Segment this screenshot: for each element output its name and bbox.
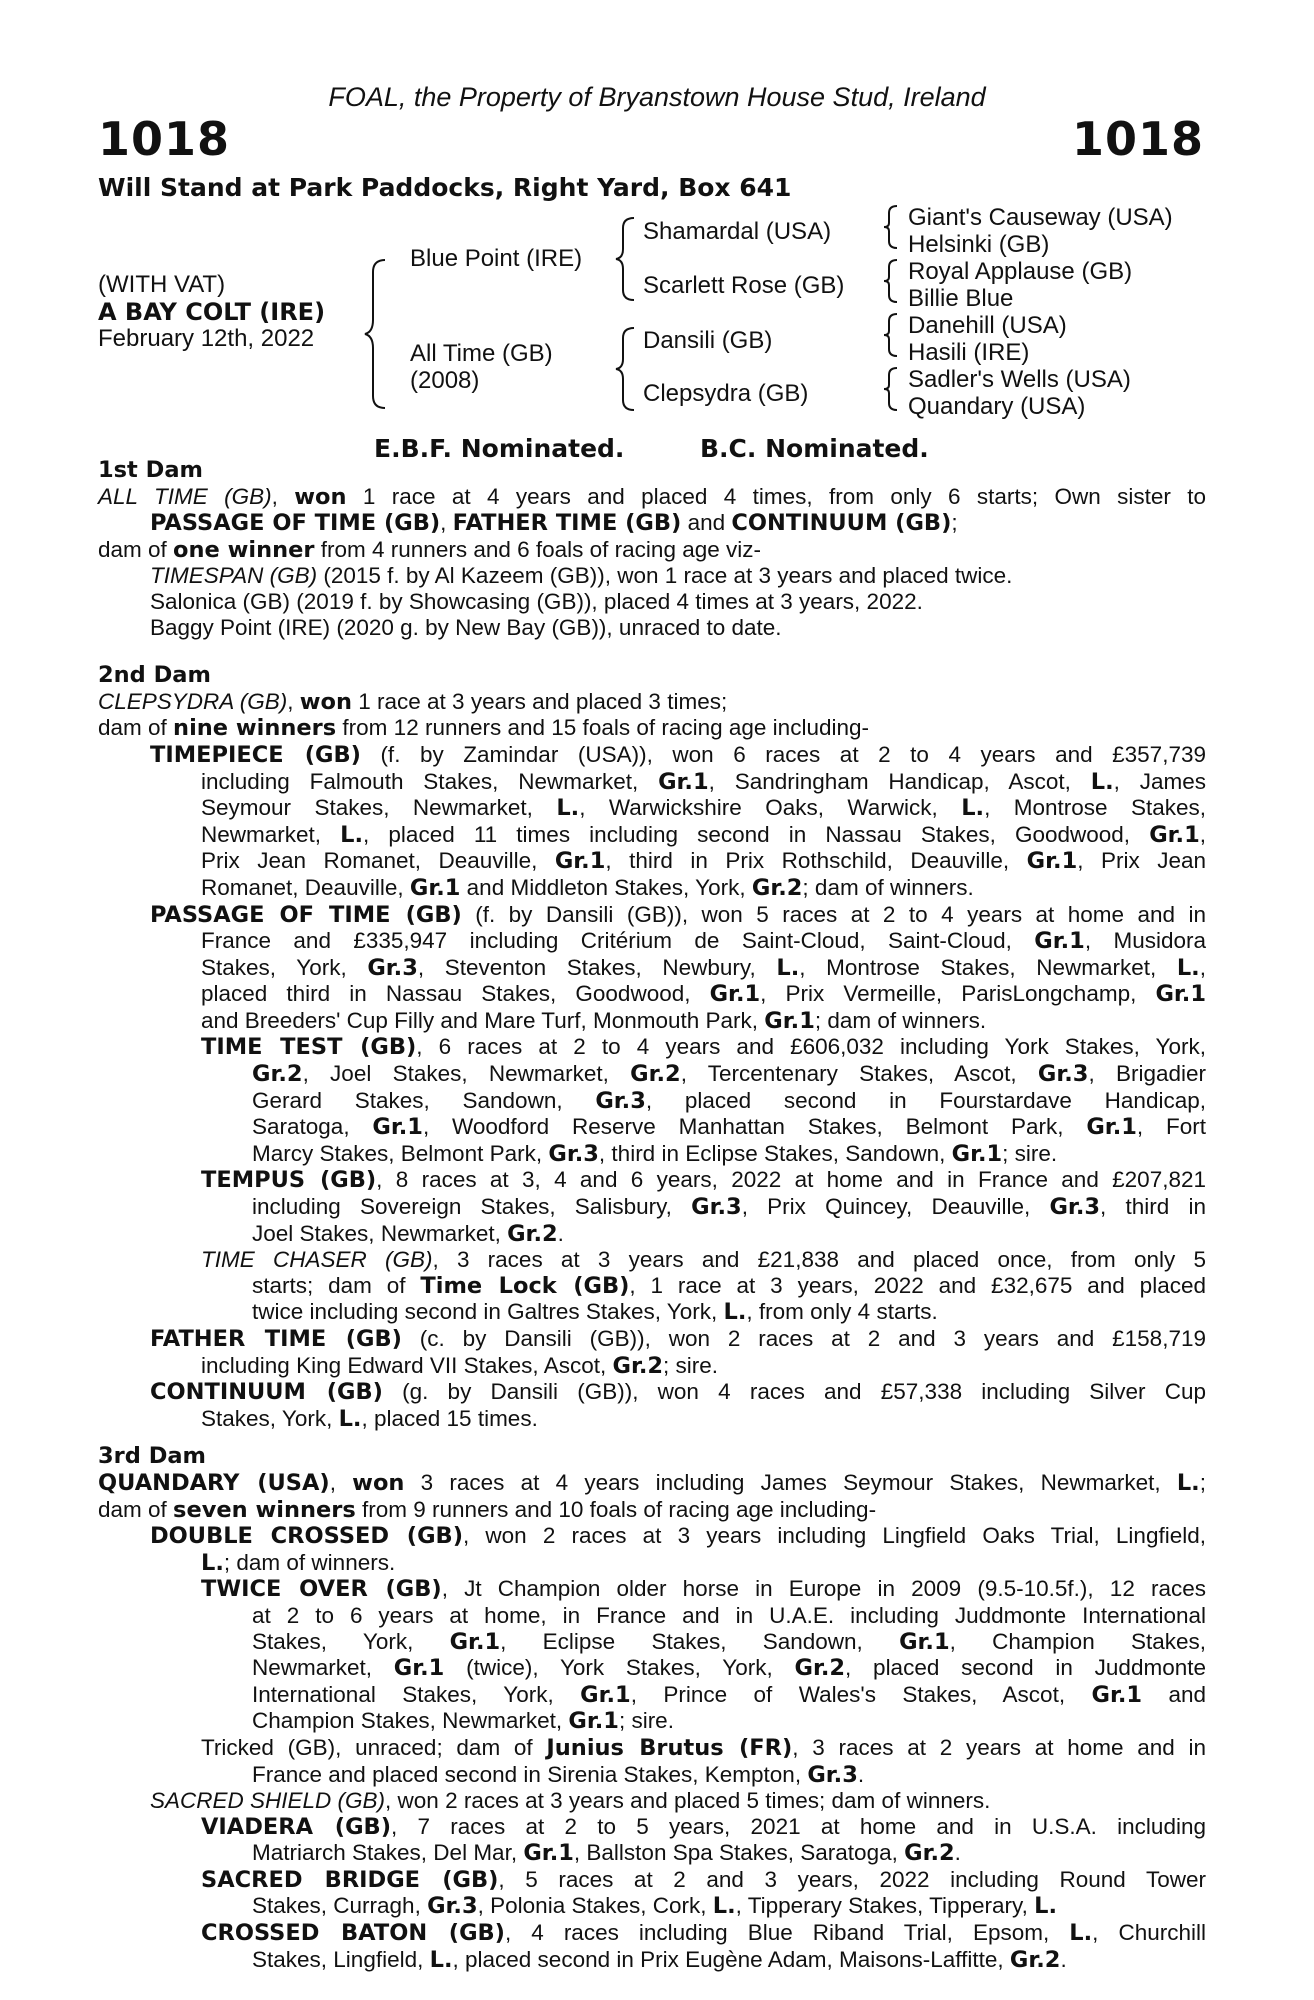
- text-line: at 2 to 6 years at home, in France and in U.A.E. including Juddmonte International: [252, 1602, 1206, 1628]
- brace-icon: [882, 258, 900, 304]
- vat-note: (WITH VAT): [98, 271, 226, 298]
- text-line: twice including second in Galtres Stakes, York, L., from only 4 starts.: [252, 1299, 938, 1326]
- text-line: L.; dam of winners.: [201, 1549, 396, 1576]
- text-line: Newmarket, L., placed 11 times including second in Nassau Stakes, Goodwood, Gr.1,: [201, 821, 1207, 848]
- text-line: Stakes, Curragh, Gr.3, Polonia Stakes, Cork, L., Tipperary Stakes, Tipperary, L.: [252, 1893, 1057, 1920]
- text-line: Seymour Stakes, Newmarket, L., Warwickshire Oaks, Warwick, L., Montrose Stakes,: [201, 795, 1206, 822]
- section-heading: 1st Dam: [98, 457, 203, 483]
- text-line: Gerard Stakes, Sandown, Gr.3, placed second in Fourstardave Handicap,: [252, 1087, 1206, 1114]
- text-line: VIADERA (GB), 7 races at 2 to 5 years, 2021 at home and in U.S.A. including: [201, 1813, 1206, 1840]
- text-line: France and £335,947 including Critérium de Saint-Cloud, Saint-Cloud, Gr.1, Musidora: [201, 928, 1206, 955]
- brace-icon: [614, 216, 638, 302]
- text-line: Tricked (GB), unraced; dam of Junius Brutus (FR), 3 races at 2 years at home and in: [201, 1734, 1206, 1761]
- grandparent-5: Danehill (USA): [908, 312, 1067, 339]
- dam: All Time (GB): [410, 340, 553, 367]
- text-line: TIMEPIECE (GB) (f. by Zamindar (USA)), won 6 races at 2 to 4 years and £357,739: [150, 741, 1206, 768]
- text-line: FATHER TIME (GB) (c. by Dansili (GB)), won 2 races at 2 and 3 years and £158,719: [150, 1326, 1206, 1352]
- text-line: Baggy Point (IRE) (2020 g. by New Bay (GB)), unraced to date.: [150, 614, 782, 640]
- text-line: including Falmouth Stakes, Newmarket, Gr.1, Sandringham Handicap, Ascot, L., James: [201, 768, 1206, 795]
- text-line: SACRED BRIDGE (GB), 5 races at 2 and 3 years, 2022 including Round Tower: [201, 1866, 1206, 1893]
- text-line: Gr.2, Joel Stakes, Newmarket, Gr.2, Tercentenary Stakes, Ascot, Gr.3, Brigadier: [252, 1061, 1206, 1088]
- text-line: dam of nine winners from 12 runners and 15 foals of racing age including-: [98, 715, 869, 742]
- grandparent-1: Giant's Causeway (USA): [908, 204, 1173, 231]
- text-line: including King Edward VII Stakes, Ascot, Gr.2; sire.: [201, 1352, 719, 1379]
- consignor-line: FOAL, the Property of Bryanstown House Stud, Ireland: [328, 82, 986, 112]
- text-line: Saratoga, Gr.1, Woodford Reserve Manhattan Stakes, Belmont Park, Gr.1, Fort: [252, 1114, 1206, 1141]
- text-line: SACRED SHIELD (GB), won 2 races at 3 years and placed 5 times; dam of winners.: [150, 1788, 991, 1814]
- text-line: DOUBLE CROSSED (GB), won 2 races at 3 years including Lingfield Oaks Trial, Lingfield,: [150, 1523, 1206, 1550]
- text-line: PASSAGE OF TIME (GB) (f. by Dansili (GB)), won 5 races at 2 to 4 years at home and in: [150, 901, 1206, 928]
- text-line: Stakes, York, Gr.1, Eclipse Stakes, Sandown, Gr.1, Champion Stakes,: [252, 1628, 1206, 1655]
- sire-sire: Shamardal (USA): [643, 218, 832, 245]
- text-line: Marcy Stakes, Belmont Park, Gr.3, third in Eclipse Stakes, Sandown, Gr.1; sire.: [252, 1140, 1058, 1167]
- text-line: placed third in Nassau Stakes, Goodwood, Gr.1, Prix Vermeille, ParisLongchamp, Gr.1: [201, 981, 1207, 1008]
- text-line: TIME CHASER (GB), 3 races at 3 years and £21,838 and placed once, from only 5: [201, 1247, 1206, 1273]
- text-line: Salonica (GB) (2019 f. by Showcasing (GB)), placed 4 times at 3 years, 2022.: [150, 588, 923, 614]
- text-line: Newmarket, Gr.1 (twice), York Stakes, York, Gr.2, placed second in Juddmonte: [252, 1655, 1206, 1682]
- foaling-date: February 12th, 2022: [98, 325, 315, 352]
- text-line: Stakes, York, L., placed 15 times.: [201, 1405, 538, 1432]
- text-line: and Breeders' Cup Filly and Mare Turf, Monmouth Park, Gr.1; dam of winners.: [201, 1007, 987, 1034]
- dam-sire: Dansili (GB): [643, 327, 773, 354]
- text-line: Stakes, York, Gr.3, Steventon Stakes, Newbury, L., Montrose Stakes, Newmarket, L.,: [201, 954, 1206, 981]
- text-line: Romanet, Deauville, Gr.1 and Middleton Stakes, York, Gr.2; dam of winners.: [201, 874, 974, 901]
- sire-dam: Scarlett Rose (GB): [643, 272, 845, 299]
- text-line: TIMESPAN (GB) (2015 f. by Al Kazeem (GB)), won 1 race at 3 years and placed twice.: [150, 563, 1013, 589]
- text-line: ALL TIME (GB), won 1 race at 4 years and placed 4 times, from only 6 starts; Own sister to: [98, 483, 1207, 510]
- grandparent-3: Royal Applause (GB): [908, 258, 1133, 285]
- brace-icon: [614, 326, 638, 412]
- lot-name: A BAY COLT (IRE): [98, 298, 326, 326]
- brace-icon: [882, 204, 900, 250]
- stabling-location: Will Stand at Park Paddocks, Right Yard, Box 641: [98, 173, 792, 202]
- grandparent-7: Sadler's Wells (USA): [908, 366, 1131, 393]
- brace-icon: [882, 312, 900, 358]
- grandparent-4: Billie Blue: [908, 285, 1014, 312]
- text-line: CLEPSYDRA (GB), won 1 race at 3 years and placed 3 times;: [98, 688, 728, 715]
- text-line: International Stakes, York, Gr.1, Prince of Wales's Stakes, Ascot, Gr.1 and: [252, 1681, 1206, 1708]
- text-line: Joel Stakes, Newmarket, Gr.2.: [252, 1220, 564, 1247]
- text-line: dam of one winner from 4 runners and 6 foals of racing age viz-: [98, 536, 761, 563]
- text-line: Stakes, Lingfield, L., placed second in Prix Eugène Adam, Maisons-Laffitte, Gr.2.: [252, 1946, 1067, 1973]
- text-line: TIME TEST (GB), 6 races at 2 to 4 years and £606,032 including York Stakes, York,: [201, 1034, 1206, 1061]
- section-heading: 3rd Dam: [98, 1443, 206, 1470]
- text-line: TWICE OVER (GB), Jt Champion older horse in Europe in 2009 (9.5-10.5f.), 12 races: [201, 1576, 1207, 1603]
- grandparent-6: Hasili (IRE): [908, 339, 1030, 366]
- text-line: PASSAGE OF TIME (GB), FATHER TIME (GB) and CONTINUUM (GB);: [150, 510, 958, 537]
- brace-icon: [882, 366, 900, 412]
- lot-number-right: 1018: [1071, 112, 1204, 166]
- text-line: QUANDARY (USA), won 3 races at 4 years including James Seymour Stakes, Newmarket, L.;: [98, 1469, 1206, 1496]
- ebf-nomination: E.B.F. Nominated.: [374, 434, 625, 463]
- grandparent-2: Helsinki (GB): [908, 231, 1050, 258]
- text-line: France and placed second in Sirenia Stakes, Kempton, Gr.3.: [252, 1761, 865, 1788]
- text-line: Champion Stakes, Newmarket, Gr.1; sire.: [252, 1708, 674, 1735]
- text-line: Prix Jean Romanet, Deauville, Gr.1, third in Prix Rothschild, Deauville, Gr.1, Prix Jean: [201, 848, 1206, 875]
- bc-nomination: B.C. Nominated.: [700, 434, 929, 463]
- dam-year: (2008): [410, 367, 480, 394]
- grandparent-8: Quandary (USA): [908, 393, 1086, 420]
- text-line: CONTINUUM (GB) (g. by Dansili (GB)), won 4 races and £57,338 including Silver Cup: [150, 1379, 1207, 1406]
- text-line: Matriarch Stakes, Del Mar, Gr.1, Ballston Spa Stakes, Saratoga, Gr.2.: [252, 1840, 961, 1867]
- produce-record: [98, 458, 1206, 1973]
- dam-dam: Clepsydra (GB): [643, 380, 809, 407]
- text-line: starts; dam of Time Lock (GB), 1 race at 3 years, 2022 and £32,675 and placed: [252, 1272, 1206, 1299]
- text-line: dam of seven winners from 9 runners and 10 foals of racing age including-: [98, 1496, 877, 1523]
- brace-icon: [363, 258, 391, 410]
- text-line: CROSSED BATON (GB), 4 races including Blue Riband Trial, Epsom, L., Churchill: [201, 1920, 1206, 1947]
- text-line: TEMPUS (GB), 8 races at 3, 4 and 6 years, 2022 at home and in France and £207,821: [201, 1167, 1206, 1194]
- section-heading: 2nd Dam: [98, 662, 211, 689]
- lot-number-left: 1018: [98, 112, 231, 166]
- sire: Blue Point (IRE): [410, 245, 583, 272]
- text-line: including Sovereign Stakes, Salisbury, Gr.3, Prix Quincey, Deauville, Gr.3, third in: [252, 1194, 1206, 1221]
